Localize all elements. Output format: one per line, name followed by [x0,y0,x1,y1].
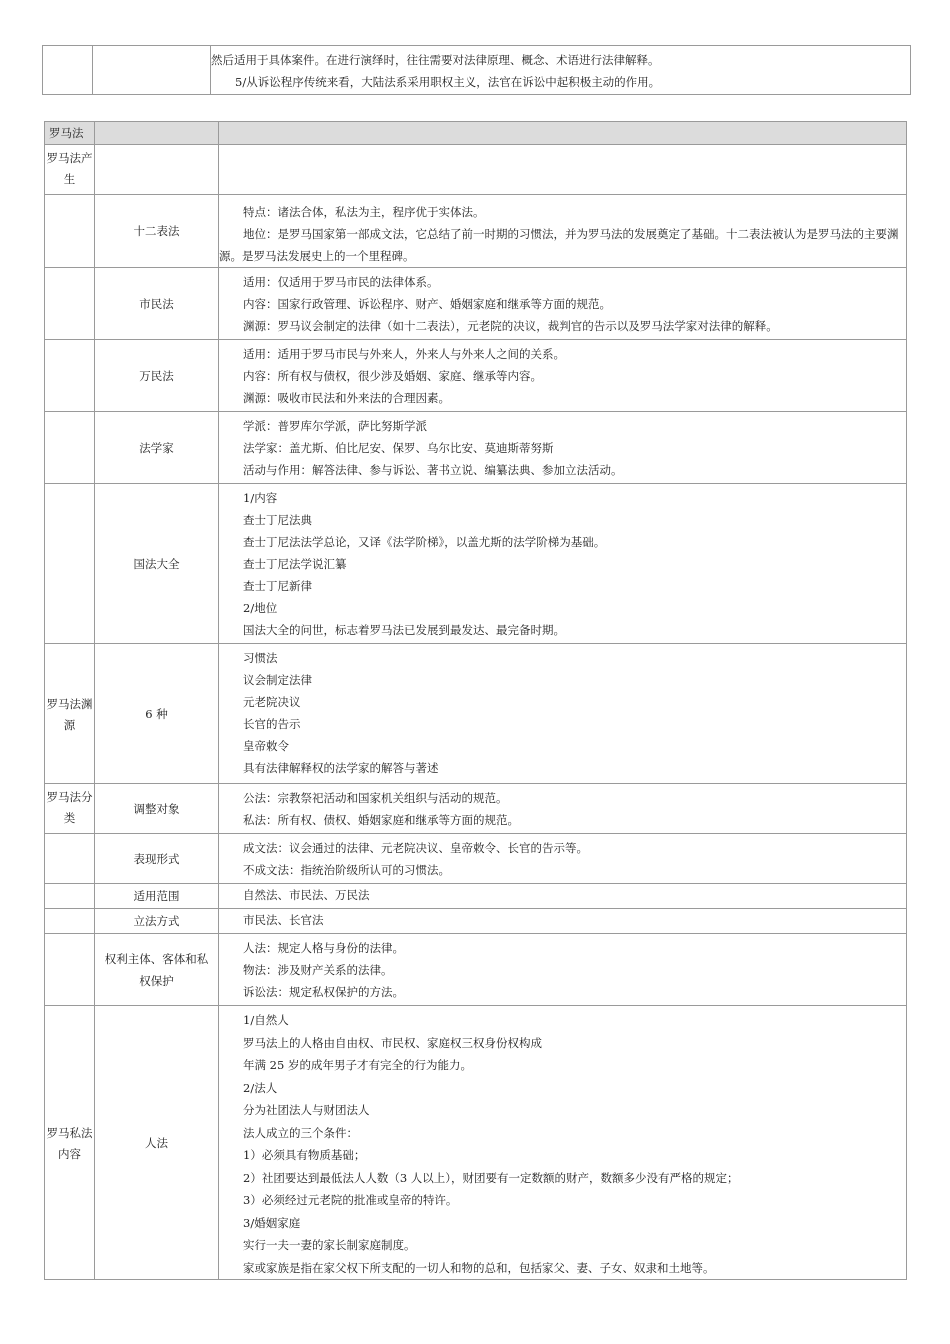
row-content [219,934,907,1006]
content-line: 2/地位 [243,601,278,615]
content-line: 特点：诸法合体，私法为主，程序优于实体法。 [243,205,485,219]
table-row [45,340,907,412]
content-line: 渊源：吸收市民法和外来法的合理因素。 [243,391,450,405]
row-content [219,412,907,484]
content-line: 分为社团法人与财团法人 [243,1103,370,1117]
header-title: 罗马法 [45,122,95,145]
row-subject: 国法大全 [95,484,219,644]
content-line: 人法：规定人格与身份的法律。 [243,941,404,955]
content-line: 元老院决议 [243,695,301,709]
row-content [219,268,907,340]
header-col2 [95,122,219,145]
top-table [42,45,911,95]
content-line: 1/内容 [243,491,278,505]
row-content [219,909,907,934]
content-line: 自然法、市民法、万民法 [243,888,370,902]
row-category: 罗马法渊源 [45,644,95,784]
row-category: 罗马法分类 [45,784,95,834]
content-line: 内容：所有权与债权，很少涉及婚姻、家庭、继承等内容。 [243,369,542,383]
table-row [45,195,907,268]
content-line: 不成文法：指统治阶级所认可的习惯法。 [243,863,450,877]
content-line: 查士丁尼法法学总论，又译《法学阶梯》，以盖尤斯的法学阶梯为基础。 [243,535,606,549]
header-col3 [219,122,907,145]
content-line: 地位：是罗马国家第一部成文法，它总结了前一时期的习惯法，并为罗马法的发展奠定了基础。十二表法被认为是罗马法的主要渊源。是罗马法发展史上的一个里程碑。 [219,227,899,263]
table-row [45,644,907,784]
content-line: 1）必须具有物质基础； [243,1148,366,1162]
table-row [45,784,907,834]
row-subject: 立法方式 [95,909,219,934]
content-line: 实行一夫一妻的家长制家庭制度。 [243,1238,416,1252]
content-line: 3）必须经过元老院的批准或皇帝的特许。 [243,1193,458,1207]
table-row [45,884,907,909]
content-line: 议会制定法律 [243,673,312,687]
row-category [45,340,95,412]
content-line: 法人成立的三个条件： [243,1125,358,1140]
table-row [45,412,907,484]
content-line: 查士丁尼新律 [243,579,312,593]
row-category [45,884,95,909]
content-line: 法学家：盖尤斯、伯比尼安、保罗、乌尔比安、莫迪斯蒂努斯 [243,441,554,455]
table-row [45,268,907,340]
row-content [219,1006,907,1280]
row-subject: 调整对象 [95,784,219,834]
row-category: 罗马法产生 [45,145,95,195]
row-category [45,834,95,884]
content-line: 罗马法上的人格由自由权、市民权、家庭权三权身份权构成 [243,1035,542,1050]
table-row [45,145,907,195]
row-subject: 万民法 [95,340,219,412]
row-subject: 十二表法 [95,195,219,268]
row-subject: 6 种 [95,644,219,784]
row-content [219,644,907,784]
content-line: 2）社团要达到最低法人人数（3 人以上），财团要有一定数额的财产，数额多少没有严格的规定； [243,1170,739,1185]
row-content [219,340,907,412]
content-line: 市民法、长官法 [243,913,324,927]
row-subject: 法学家 [95,412,219,484]
content-line: 具有法律解释权的法学家的解答与著述 [243,761,439,775]
row-content [219,145,907,195]
row-content [219,195,907,268]
content-line: 诉讼法：规定私权保护的方法。 [243,985,404,999]
top-line: 然后适用于具体案件。在进行演绎时，往往需要对法律原理、概念、术语进行法律解释。 [211,53,660,67]
row-category: 罗马私法内容 [45,1006,95,1280]
content-line: 物法：涉及财产关系的法律。 [243,963,393,977]
row-content [219,884,907,909]
table-row [45,1006,907,1280]
row-content [219,484,907,644]
content-line: 查士丁尼法典 [243,513,312,527]
content-line: 适用：仅适用于罗马市民的法律体系。 [243,275,439,289]
row-subject: 市民法 [95,268,219,340]
content-line: 渊源：罗马议会制定的法律（如十二表法），元老院的决议，裁判官的告示以及罗马法学家对法律的解释。 [243,319,778,333]
row-subject: 表现形式 [95,834,219,884]
row-category [45,195,95,268]
row-category [45,412,95,484]
content-line: 国法大全的问世，标志着罗马法已发展到最发达、最完备时期。 [243,623,565,637]
table-header-row [45,122,907,145]
content-line: 年满 25 岁的成年男子才有完全的行为能力。 [243,1058,472,1072]
content-line: 1/自然人 [243,1013,289,1027]
row-category [45,934,95,1006]
content-line: 成文法：议会通过的法律、元老院决议、皇帝敕令、长官的告示等。 [243,841,588,855]
content-line: 家或家族是指在家父权下所支配的一切人和物的总和，包括家父、妻、子女、奴隶和土地等。 [243,1260,715,1275]
row-category [45,909,95,934]
content-line: 长官的告示 [243,717,301,731]
row-subject: 人法 [95,1006,219,1280]
table-row [45,484,907,644]
row-category [45,484,95,644]
content-line: 活动与作用：解答法律、参与诉讼、著书立说、编纂法典、参加立法活动。 [243,463,623,477]
row-subject [95,145,219,195]
row-subject: 权利主体、客体和私权保护 [95,934,219,1006]
content-line: 适用：适用于罗马市民与外来人，外来人与外来人之间的关系。 [243,347,565,361]
table-row [45,834,907,884]
row-content [219,784,907,834]
content-line: 内容：国家行政管理、诉讼程序、财产、婚姻家庭和继承等方面的规范。 [243,297,611,311]
content-line: 2/法人 [243,1080,278,1095]
top-cell-col1 [43,46,93,95]
row-category [45,268,95,340]
top-cell-content [211,46,911,95]
table-row [45,909,907,934]
content-line: 私法：所有权、债权、婚姻家庭和继承等方面的规范。 [243,813,519,827]
content-line: 学派：普罗库尔学派，萨比努斯学派 [243,419,427,433]
content-line: 皇帝敕令 [243,739,289,753]
content-line: 查士丁尼法学说汇纂 [243,557,347,571]
row-content [219,834,907,884]
top-line: 5/从诉讼程序传统来看，大陆法系采用职权主义，法官在诉讼中起积极主动的作用。 [235,75,661,89]
table-row [45,934,907,1006]
content-line: 公法：宗教祭祀活动和国家机关组织与活动的规范。 [243,791,508,805]
content-line: 习惯法 [243,651,278,665]
content-line: 3/婚姻家庭 [243,1215,301,1230]
row-subject: 适用范围 [95,884,219,909]
roman-law-table [44,121,907,1280]
top-cell-col2 [93,46,211,95]
